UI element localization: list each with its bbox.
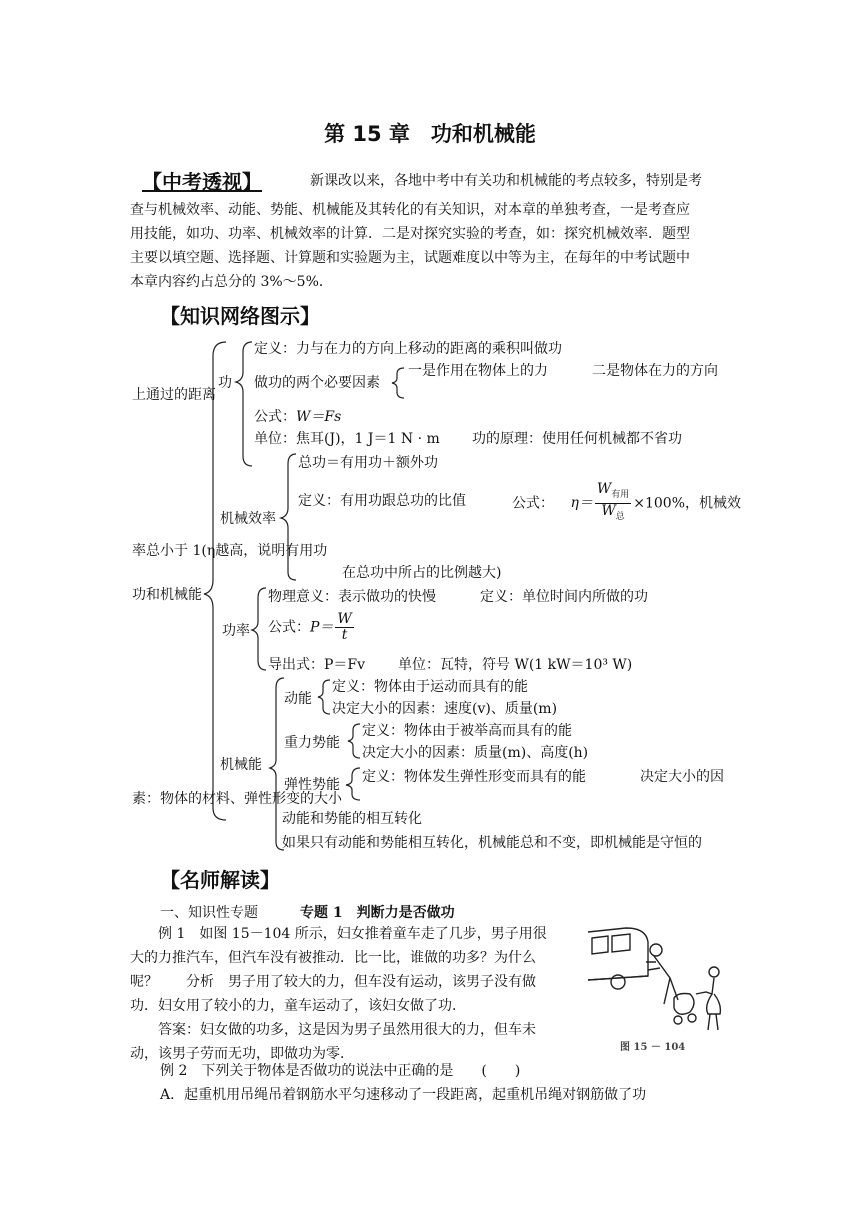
figure-caption: 图 15 － 104 [620, 1042, 686, 1053]
work-brace [236, 342, 252, 466]
node-root: 功和机械能 [132, 587, 202, 603]
power-brace [252, 588, 266, 670]
efficiency-num: W [596, 481, 612, 497]
section-heading-expert: 【名师解读】 [160, 868, 280, 892]
overview-line-1: 新课改以来，各地中考中有关功和机械能的考点较多，特别是考 [310, 173, 702, 189]
node-work: 功 [218, 375, 232, 391]
work-formula-expr: W＝Fs [296, 409, 342, 425]
elastic-factors: 决定大小的因 [640, 769, 724, 785]
overview-line-4: 主要以填空题、选择题、计算题和实验题为主，试题难度以中等为主，在每年的中考试题中 [130, 250, 690, 266]
power-fraction [335, 612, 353, 643]
efficiency-cont-1: 率总小于 1(η越高，说明有用功 [132, 543, 328, 559]
gravity-factors: 决定大小的因素：质量(m)、高度(h) [362, 745, 589, 761]
elastic-continued: 素：物体的材料、弹性形变的大小 [132, 791, 342, 807]
efficiency-fraction [595, 482, 631, 525]
power-num: W [337, 611, 352, 627]
efficiency-cont-2: 在总功中所占的比例越大) [342, 565, 502, 581]
power-p: P＝ [310, 619, 334, 636]
work-factor-1: 一是作用在物体上的力 [408, 363, 548, 379]
power-meaning: 物理意义：表示做功的快慢 [268, 589, 436, 605]
answer-line-2: 动，该男子劳而无功，即做功为零． [130, 1046, 354, 1062]
work-factors-label: 做功的两个必要因素 [254, 375, 380, 391]
work-principle: 功的原理：使用任何机械都不省功 [472, 431, 682, 447]
example-2-option-a: A．起重机用吊绳吊着钢筋水平匀速移动了一段距离，起重机吊绳对钢筋做了功 [160, 1087, 647, 1103]
node-power: 功率 [222, 623, 250, 639]
work-unit: 单位：焦耳(J)，1 J＝1 N · m [254, 431, 440, 447]
car-wheel [611, 975, 625, 989]
power-definition: 定义：单位时间内所做的功 [480, 589, 648, 605]
node-efficiency: 机械效率 [220, 511, 276, 527]
factor2-continued: 上通过的距离 [132, 387, 216, 403]
work-factor-2: 二是物体在力的方向 [592, 363, 718, 379]
power-formula-prefix: 公式： [268, 619, 310, 636]
node-mech: 机械能 [220, 757, 262, 773]
efficiency-eta: η＝ [570, 495, 593, 512]
kinetic-brace [318, 680, 330, 714]
power-derived: 导出式：P＝Fv [268, 657, 366, 673]
example-1-line-3: 呢？ 分析 男子用了较大的力，但车没有运动，该男子没有做 [130, 974, 536, 990]
efficiency-brace [281, 454, 296, 580]
elastic-definition: 定义：物体发生弹性形变而具有的能 [362, 769, 586, 785]
example-1-line-1: 例 1 如图 15－104 所示，妇女推着童车走了几步，男子用很 [158, 926, 547, 942]
kinetic-factors: 决定大小的因素：速度(v)、质量(m) [332, 701, 558, 717]
root-brace [204, 342, 226, 820]
efficiency-den-sub: 总 [615, 511, 625, 522]
figure-car-and-stroller [586, 922, 726, 1052]
energy-conservation: 如果只有动能和势能相互转化，机械能总和不变，即机械能是守恒的 [282, 835, 702, 851]
efficiency-den: W [601, 502, 616, 519]
power-formula [268, 612, 356, 643]
section-heading-network: 【知识网络图示】 [160, 304, 320, 328]
elastic-brace [346, 768, 360, 800]
man-head [650, 944, 662, 956]
example-1 [130, 922, 580, 1066]
example-1-line-4: 功．妇女用了较小的力，童车运动了，该妇女做了功． [130, 998, 466, 1014]
efficiency-formula-suffix: ×100%，机械效 [633, 495, 742, 512]
node-gravity: 重力势能 [284, 735, 340, 751]
answer-line-1: 答案：妇女做的功多，这是因为男子虽然用很大的力，但车未 [158, 1022, 536, 1038]
chapter-title: 第 15 章 功和机械能 [324, 122, 536, 146]
man-body [646, 956, 678, 1004]
example-2: 例 2 下列关于物体是否做功的说法中正确的是 ( ) [160, 1063, 521, 1079]
node-elastic: 弹性势能 [284, 777, 340, 793]
efficiency-total: 总功＝有用功＋额外功 [298, 455, 438, 471]
gravity-definition: 定义：物体由于被举高而具有的能 [362, 723, 572, 739]
topic-prefix: 一、知识性专题 [160, 905, 258, 921]
overview-line-5: 本章内容约占总分的 3%～5%． [130, 274, 333, 290]
power-unit: 单位：瓦特，符号 W(1 kW＝10³ W) [398, 657, 633, 673]
work-definition: 定义：力与在力的方向上移动的距离的乘积叫做功 [254, 341, 562, 357]
example-1-line-2: 大的力推汽车，但汽车没有被推动．比一比，谁做的功多？为什么 [130, 950, 536, 966]
efficiency-formula [512, 482, 741, 525]
woman-body [696, 978, 720, 1030]
efficiency-definition: 定义：有用功跟总功的比值 [298, 493, 466, 509]
energy-conversion: 动能和势能的相互转化 [282, 811, 422, 827]
node-kinetic: 动能 [284, 691, 312, 707]
gravity-brace [348, 724, 360, 758]
woman-head [709, 967, 719, 977]
topic-title: 专题 1 判断力是否做功 [300, 905, 455, 921]
factors-brace [392, 368, 404, 398]
efficiency-formula-prefix: 公式： [512, 495, 554, 512]
efficiency-num-sub: 有用 [611, 489, 630, 500]
work-formula [254, 408, 341, 426]
work-formula-prefix: 公式： [254, 409, 296, 425]
overview-line-3: 用技能，如功、功率、机械效率的计算．二是对探究实验的考查，如：探究机械效率．题型 [130, 226, 690, 242]
overview-line-2: 查与机械效率、动能、势能、机械能及其转化的有关知识，对本章的单独考查，一是考查应 [130, 202, 690, 218]
power-den: t [341, 627, 348, 643]
kinetic-definition: 定义：物体由于运动而具有的能 [332, 679, 528, 695]
section-heading-overview: 【中考透视】 [142, 170, 262, 194]
